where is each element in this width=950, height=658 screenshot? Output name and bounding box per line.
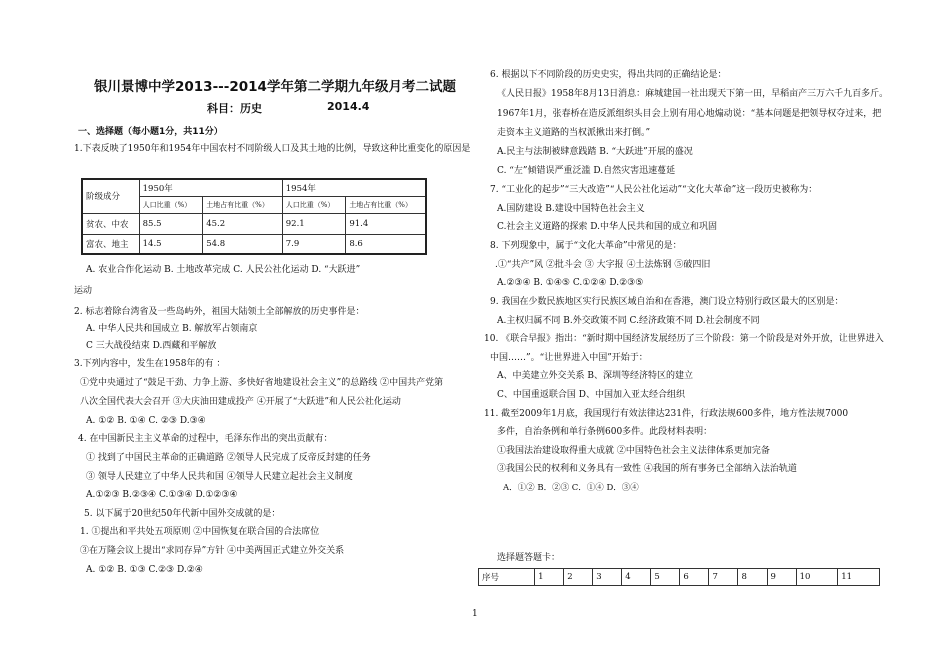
question-6-material: 走资本主义道路的当权派揪出来打倒。”	[497, 128, 651, 138]
question-5-item: ③在万隆会议上提出“求同存异”方针 ④中美两国正式建立外交关系	[80, 546, 345, 556]
question-4-item: ③ 领导人民建立了中华人民共和国 ④领导人民建立起社会主义制度	[86, 472, 353, 482]
table-subheader: 土地占有比重（%）	[203, 196, 283, 213]
answer-card-table[interactable]	[478, 568, 880, 586]
answer-card-number: 1	[535, 569, 564, 586]
question-9-options: A.主权归属不同 B.外交政策不同 C.经济政策不同 D.社会制度不同	[497, 316, 760, 326]
question-4-item: ① 找到了中国民主革命的正确道路 ②领导人民完成了反帝反封建的任务	[86, 453, 371, 463]
table-cell: 45.2	[203, 213, 283, 234]
question-1-stem: 1.下表反映了1950年和1954年中国农村不同阶级人口及其土地的比例，导致这种比重变化的原因是	[74, 144, 471, 154]
table-cell: 54.8	[203, 234, 283, 254]
exam-title: 银川景博中学2013---2014学年第二学期九年级月考二试题	[94, 79, 456, 95]
table-cell: 富农、地主	[82, 234, 139, 254]
question-6-options: C. “左”倾错误严重泛滥 D.自然灾害迅速蔓延	[497, 166, 676, 176]
answer-card-number: 10	[796, 569, 838, 586]
question-1-options: A. 农业合作化运动 B. 土地改革完成 C. 人民公社化运动 D. “大跃进”	[86, 265, 361, 275]
table-subheader: 人口比重（%）	[139, 196, 203, 213]
question-6-stem: 6. 根据以下不同阶段的历史史实，得出共同的正确结论是：	[490, 70, 727, 80]
question-10-stem: 10. 《联合早报》指出：“新时期中国经济发展经历了三个阶段：第一个阶段是对外开放，让世界进入	[484, 334, 884, 344]
question-3-item: ①党中央通过了“鼓足干劲、力争上游、多快好省地建设社会主义”的总路线 ②中国共产党第	[80, 378, 444, 388]
answer-card-label: 选择题答题卡：	[497, 553, 561, 563]
question-8-stem: 8. 下列现象中，属于“文化大革命”中常见的是：	[490, 241, 682, 251]
question-6-material: 《人民日报》1958年8月13日消息：麻城建国一社出现天下第一田，早稻亩产三万六千九百多斤。	[497, 89, 889, 99]
question-3-item: 八次全国代表大会召开 ③大庆油田建成投产 ④开展了“大跃进”和人民公社化运动	[80, 397, 401, 407]
question-7-options: C.社会主义道路的探索 D.中华人民共和国的成立和巩固	[497, 222, 718, 232]
question-11-options: A．①② B．②③ C．①④ D．③④	[503, 483, 639, 493]
question-1-table	[81, 178, 427, 255]
question-11-item: ③我国公民的权利和义务具有一致性 ④我国的所有事务已全部纳入法治轨道	[497, 464, 797, 474]
question-2-options: A. 中华人民共和国成立 B. 解放军占领南京	[86, 324, 258, 334]
question-8-options: A.②③④ B. ①④⑤ C.①②④ D.②③⑤	[497, 278, 644, 288]
question-1-options-cont: 运动	[74, 286, 93, 296]
question-11-stem-cont: 多件，自治条例和单行条例600多件。此段材料表明：	[497, 427, 713, 437]
exam-date: 2014.4	[327, 100, 370, 113]
answer-card-number: 11	[838, 569, 880, 586]
question-5-stem: 5. 以下属于20世纪50年代新中国外交成就的是：	[84, 509, 281, 519]
table-subheader: 人口比重（%）	[282, 196, 346, 213]
question-7-stem: 7. “工业化的起步”“三大改造”“人民公社化运动”“文化大革命”这一段历史被称为：	[490, 185, 818, 195]
table-row	[82, 213, 426, 234]
question-10-stem-cont: 中国……”。“让世界进入中国”开始于：	[490, 353, 648, 363]
question-3-options: A. ①② B. ①④ C. ②③ D.③④	[86, 416, 206, 426]
question-7-options: A.国防建设 B.建设中国特色社会主义	[497, 204, 645, 214]
answer-card-number: 3	[593, 569, 622, 586]
question-2-stem: 2. 标志着除台湾省及一些岛屿外，祖国大陆领土全部解放的历史事件是：	[74, 307, 365, 317]
table-cell: 贫农、中农	[82, 213, 139, 234]
table-row	[82, 234, 426, 254]
answer-card-number: 8	[738, 569, 767, 586]
page-number: 1	[472, 609, 478, 619]
question-5-item: 1. ①提出和平共处五项原则 ②中国恢复在联合国的合法席位	[80, 527, 320, 537]
table-cell: 85.5	[139, 213, 203, 234]
table-cell: 7.9	[282, 234, 346, 254]
table-cell: 14.5	[139, 234, 203, 254]
question-8-item: .①“共产”风 ②批斗会 ③ 大字报 ④土法炼钢 ⑤破四旧	[495, 260, 711, 270]
exam-subject: 科目：历史	[207, 102, 262, 115]
table-cell: 8.6	[346, 234, 426, 254]
question-3-stem: 3.下列内容中，发生在1958年的有 ：	[74, 359, 226, 369]
question-6-options: A.民主与法制被肆意践踏 B. “大跃进”开展的盛况	[497, 147, 693, 157]
answer-card-number: 4	[622, 569, 651, 586]
question-5-options: A. ①② B. ①③ C.②③ D.②④	[86, 565, 203, 575]
question-9-stem: 9. 我国在少数民族地区实行民族区域自治和在香港，澳门设立特别行政区最大的区别是：	[490, 297, 844, 307]
question-4-options: A.①②③ B.②③④ C.①③④ D.①②③④	[86, 490, 238, 500]
answer-card-number: 6	[680, 569, 709, 586]
answer-card-number: 7	[709, 569, 738, 586]
answer-card-number: 2	[564, 569, 593, 586]
answer-card-number: 5	[651, 569, 680, 586]
answer-card-number: 9	[767, 569, 796, 586]
question-2-options: C 三大战役结束 D.西藏和平解放	[86, 341, 217, 351]
answer-card-header-row	[479, 569, 880, 586]
question-11-stem: 11. 截至2009年1月底，我国现行有效法律达231件，行政法规600多件，地方性法规7000	[484, 409, 849, 419]
question-4-stem: 4. 在中国新民主主义革命的过程中，毛泽东作出的突出贡献有：	[78, 434, 333, 444]
question-6-material: 1967年1月，张春桥在造反派组织头目会上别有用心地煽动说：“基本问题是把领导权夺过来，把	[497, 109, 882, 119]
question-10-options: A、中美建立外交关系 B、深圳等经济特区的建立	[497, 371, 693, 381]
section-heading: 一、选择题（每小题1分，共11分）	[78, 127, 223, 137]
table-cell: 91.4	[346, 213, 426, 234]
table-header-year2: 1954年	[282, 179, 426, 196]
question-10-options: C、中国重返联合国 D、中国加入亚太经合组织	[497, 390, 685, 400]
table-header-year1: 1950年	[139, 179, 282, 196]
table-header-class: 阶级成分	[82, 179, 139, 213]
table-subheader: 土地占有比重（%）	[346, 196, 426, 213]
question-11-item: ①我国法治建设取得重大成就 ②中国特色社会主义法律体系更加完备	[497, 446, 770, 456]
answer-card-header: 序号	[479, 569, 535, 586]
table-cell: 92.1	[282, 213, 346, 234]
